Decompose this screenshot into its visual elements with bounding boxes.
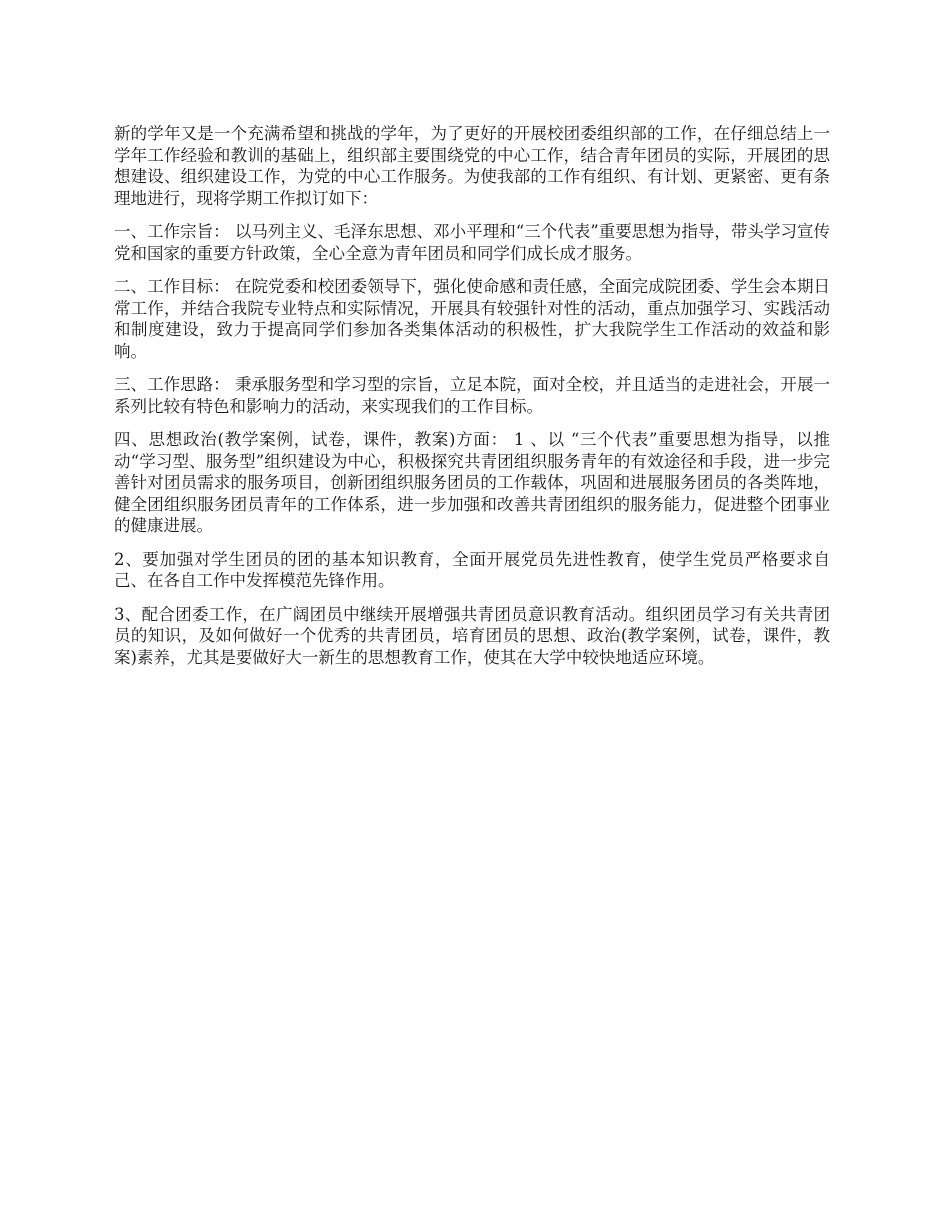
paragraph-ideology: 四、思想政治(教学案例，试卷，课件，教案)方面： 1 、以 “三个代表”重要思想为指导，以推动“学习型、服务型”组织建设为中心，积极探究共青团组织服务青年的有效途径和手段，进一步完善针对团员需求的服务项目，创新团组织服务团员的工作载体，巩固和进展服务团员的各类阵地，健全团组织服务团员青年的工作体系，进一步加强和改善共青团组织的服务能力，促进整个团事业的健康进展。 (114, 430, 830, 535)
document-body (114, 123, 830, 680)
paragraph-approach: 三、工作思路： 秉承服务型和学习型的宗旨，立足本院，面对全校，并且适当的走进社会，开展一系列比较有特色和影响力的活动，来实现我们的工作目标。 (114, 375, 830, 416)
paragraph-goals: 二、工作目标： 在院党委和校团委领导下，强化使命感和责任感，全面完成院团委、学生会本期日常工作，并结合我院专业特点和实际情况，开展具有较强针对性的活动，重点加强学习、实践活动和制度建设，致力于提高同学们参加各类集体活动的积极性，扩大我院学生工作活动的效益和影响。 (114, 277, 830, 361)
paragraph-item-2: 2、要加强对学生团员的团的基本知识教育，全面开展党员先进性教育，使学生党员严格要求自己、在各自工作中发挥模范先锋作用。 (114, 549, 830, 590)
paragraph-item-3: 3、配合团委工作，在广阔团员中继续开展增强共青团员意识教育活动。组织团员学习有关共青团员的知识，及如何做好一个优秀的共青团员，培育团员的思想、政治(教学案例，试卷，课件，教案)素养，尤其是要做好大一新生的思想教育工作，使其在大学中较快地适应环境。 (114, 604, 830, 667)
paragraph-intro: 新的学年又是一个充满希望和挑战的学年，为了更好的开展校团委组织部的工作，在仔细总结上一学年工作经验和教训的基础上，组织部主要围绕党的中心工作，结合青年团员的实际，开展团的思想建设、组织建设工作，为党的中心工作服务。为使我部的工作有组织、有计划、更紧密、更有条理地进行，现将学期工作拟订如下： (114, 124, 830, 208)
paragraph-purpose: 一、工作宗旨： 以马列主义、毛泽东思想、邓小平理和“三个代表”重要思想为指导，带头学习宣传党和国家的重要方针政策，全心全意为青年团员和同学们成长成才服务。 (114, 222, 830, 263)
